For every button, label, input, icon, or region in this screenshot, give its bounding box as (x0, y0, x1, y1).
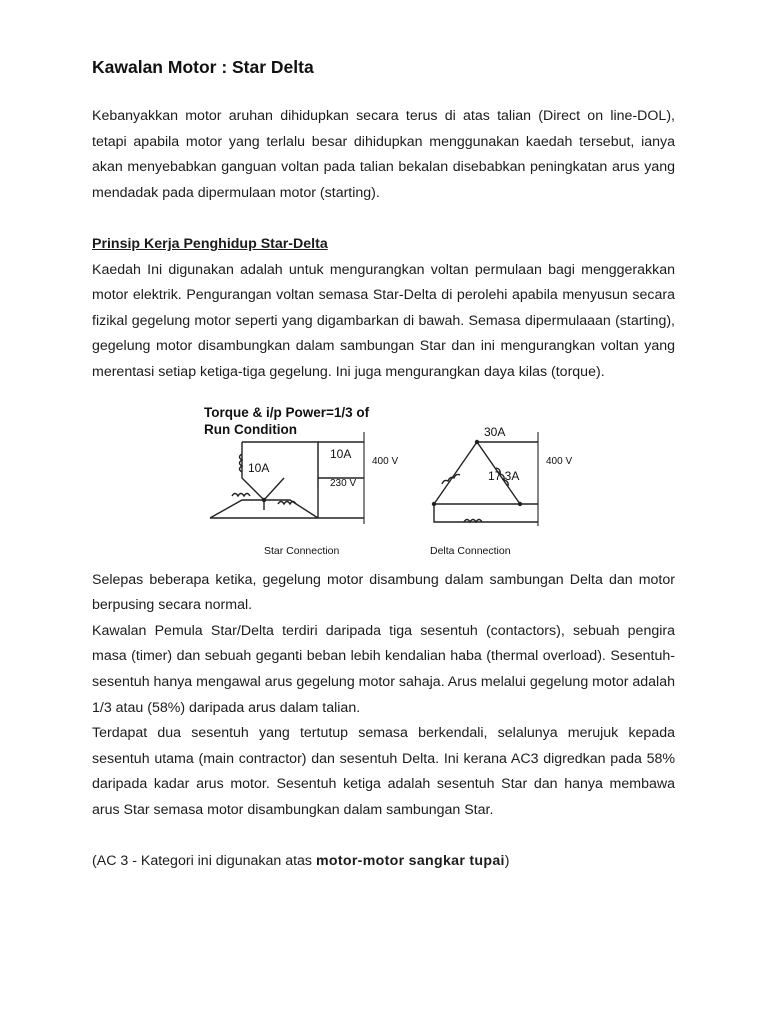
star-coil-left (232, 493, 250, 496)
section-body-paragraph: Kaedah Ini digunakan adalah untuk mengurangkan voltan permulaan bagi menggerakkan motor elektrik. Pengurangan voltan semasa Star-Delta di perolehi apabila menyusun secara fizikal gegelung motor seperti yang digambarkan di bawah. Semasa dipermulaaan (starting), gegelung motor disambungkan dalam sambungan Star dan ini mengurangkan voltan yang merentasi setiap ketiga-tiga gegelung. Ini juga mengurangkan daya kilas (torque). (92, 261, 675, 380)
wiring-diagram-svg (92, 398, 675, 560)
star-caption: Star Connection (264, 544, 340, 557)
star-top-line (242, 442, 318, 518)
delta-phase-current-label: 17.3A (488, 468, 520, 483)
delta-node-top (475, 439, 479, 443)
delta-bottom-line (434, 504, 538, 522)
figure-heading-line2: Run Condition (204, 421, 297, 437)
kawalan-paragraph: Kawalan Pemula Star/Delta terdiri daripada tiga sesentuh (contactors), sebuah pengira masa (timer) dan sebuah geganti beban lebih kendalian haba (thermal overload). Sesentuh-sesentuh hanya mengawal arus gegelung motor sahaja. Arus melalui gegelung motor adalah 1/3 atau (58%) daripada arus dalam talian. (92, 622, 675, 716)
star-phase-voltage-label: 230 V (330, 477, 357, 489)
ac3-paragraph (92, 849, 675, 875)
terdapat-paragraph: Terdapat dua sesentuh yang tertutup semasa berkendali, selalunya merujuk kepada sesentuh utama (main contractor) dan sesentuh Delta. Ini kerana AC3 digredkan pada 58% daripada kadar arus motor. Sesentuh ketiga adalah sesentuh Star dan hanya membawa arus Star semasa motor disambungkan dalam sambungan Star. (92, 725, 675, 818)
star-bottom-left-arm (210, 500, 264, 518)
star-line-current-label: 10A (330, 446, 352, 461)
ac3-bold-text: motor-motor sangkar tupai (315, 853, 505, 870)
figure-heading-line1: Torque & i/p Power=1/3 of (204, 404, 370, 420)
star-coil-current-label: 10A (248, 460, 270, 475)
delta-line-current-label: 30A (484, 424, 506, 439)
star-delta-diagram (92, 398, 675, 560)
delta-caption: Delta Connection (430, 544, 511, 557)
ac3-suffix: ) (504, 853, 510, 870)
document-page (92, 56, 675, 875)
section-heading: Prinsip Kerja Penghidup Star-Delta (92, 235, 328, 252)
delta-node-left (432, 501, 436, 505)
ac3-prefix: (AC 3 - Kategori ini digunakan atas (92, 853, 316, 870)
delta-node-right (518, 501, 522, 505)
intro-paragraph: Kebanyakkan motor aruhan dihidupkan secara terus di atas talian (Direct on line-DOL), tetapi apabila motor yang terlalu besar dihidupkan menggunakan kaedah tersebut, ianya akan menyebabkan ganguan voltan pada talian bekalan disebabkan peningkatan arus yang mendadak pada dipermulaan motor (starting). (92, 108, 675, 201)
delta-paragraph: Selepas beberapa ketika, gegelung motor disambung dalam sambungan Delta dan motor berpusing secara normal. (92, 571, 675, 614)
star-line-voltage-label: 400 V (372, 455, 399, 467)
document-title: Kawalan Motor : Star Delta (92, 57, 314, 77)
star-node-center (262, 497, 266, 501)
delta-line-voltage-label: 400 V (546, 455, 573, 467)
